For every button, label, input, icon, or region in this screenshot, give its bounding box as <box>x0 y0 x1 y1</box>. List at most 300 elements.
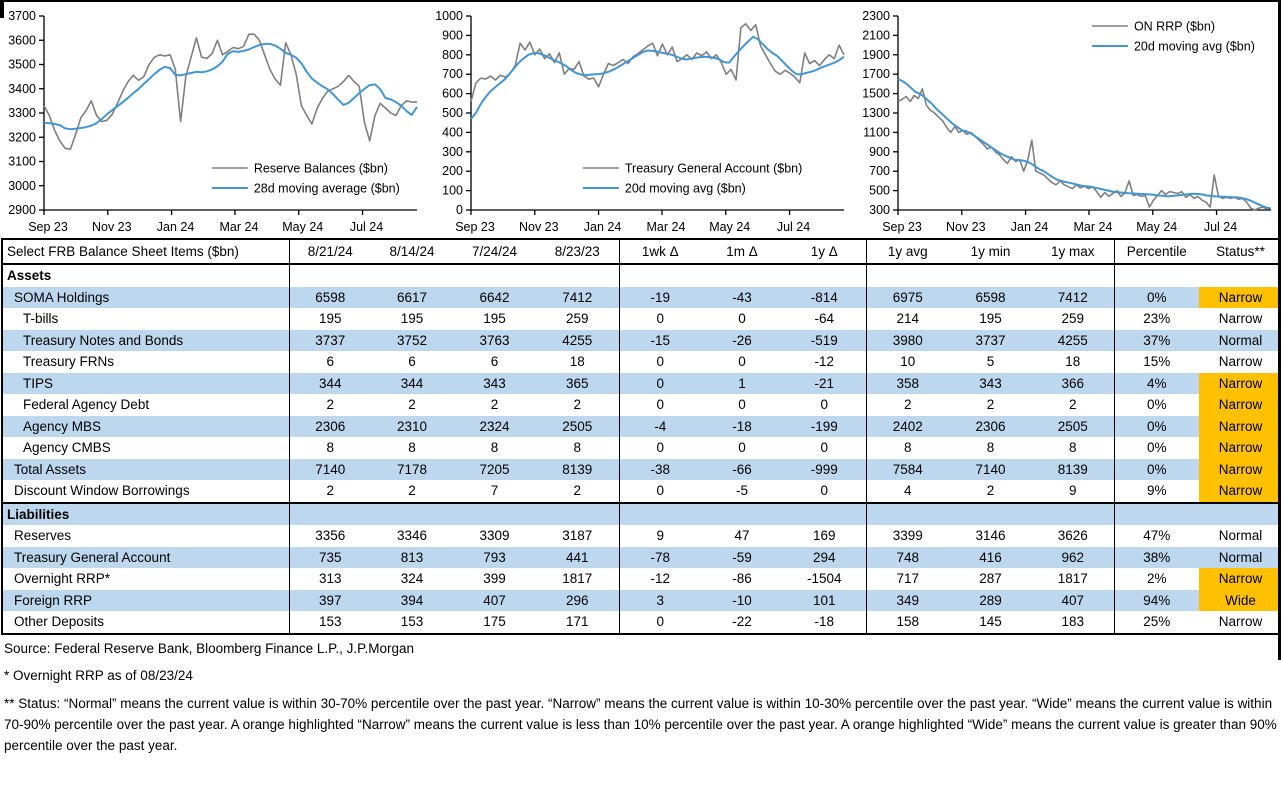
svg-text:May 24: May 24 <box>282 220 324 234</box>
value-cell: -64 <box>814 311 834 327</box>
value-cell: 407 <box>1061 592 1085 608</box>
row-label: Other Deposits <box>14 614 105 630</box>
value-cell: 153 <box>289 611 371 634</box>
value-cell: 259 <box>565 311 589 327</box>
value-cell: 9 <box>1068 483 1077 499</box>
percentile-cell: 0% <box>1114 459 1199 481</box>
svg-text:Jan 24: Jan 24 <box>156 220 195 234</box>
empty-cell <box>453 264 536 287</box>
table-row <box>2 308 1281 330</box>
value-cell: 2306 <box>289 416 371 438</box>
value-cell: 717 <box>866 568 949 590</box>
empty-cell <box>701 264 783 287</box>
svg-text:900: 900 <box>869 144 890 159</box>
value-cell: 4 <box>866 480 949 503</box>
svg-text:Nov 23: Nov 23 <box>518 220 559 234</box>
value-cell: 358 <box>866 373 949 395</box>
value-cell: 2 <box>1068 397 1077 413</box>
row-label: Total Assets <box>14 461 87 477</box>
empty-cell <box>289 503 371 526</box>
percentile-cell: 4% <box>1114 373 1199 395</box>
value-cell: 3309 <box>479 528 510 544</box>
row-label: Federal Agency Debt <box>23 397 150 413</box>
value-cell: 10 <box>866 351 949 373</box>
value-cell: 3737 <box>975 332 1006 348</box>
row-label: Treasury FRNs <box>23 354 115 370</box>
percentile-cell: 25% <box>1114 611 1199 634</box>
value-cell: 195 <box>979 311 1002 327</box>
status-definition-note: ** Status: “Normal” means the current value is within 30-70% percentile over the past year. “Narrow” means the current value is within 10-30% percentile over the past year. “Wide” means the current value is within 70-90% percentile over the past year. A orange highlighted “Narrow” means the current value is less than 10% percentile over the past year. A orange highlighted “Wide” means the current value is greater than 90% percentile over the past year. <box>4 695 1277 753</box>
empty-cell <box>453 503 536 526</box>
empty-cell <box>1114 264 1199 287</box>
value-cell: 407 <box>483 592 506 608</box>
row-label: Discount Window Borrowings <box>14 483 190 499</box>
value-cell: 399 <box>483 571 506 587</box>
value-cell: 2 <box>986 483 995 499</box>
svg-text:Mar 24: Mar 24 <box>1073 220 1113 234</box>
svg-text:Reserve Balances ($bn): Reserve Balances ($bn) <box>253 161 388 176</box>
value-cell: 3752 <box>396 332 428 348</box>
value-cell: 3399 <box>866 525 949 547</box>
row-label: Agency MBS <box>23 418 102 434</box>
value-cell: 2 <box>408 397 416 413</box>
col-header-date4: 8/23/23 <box>536 239 619 264</box>
percentile-cell: 37% <box>1114 330 1199 352</box>
value-cell: 289 <box>979 592 1002 608</box>
col-header-percentile: Percentile <box>1114 239 1199 264</box>
empty-cell <box>536 264 619 287</box>
empty-cell <box>1114 503 1199 526</box>
value-cell: 3 <box>619 590 701 612</box>
svg-text:Treasury General Account ($bn): Treasury General Account ($bn) <box>624 161 803 176</box>
value-cell: 287 <box>979 571 1002 587</box>
value-cell: 0 <box>619 480 701 503</box>
value-cell: 7205 <box>479 461 510 477</box>
value-cell: 2 <box>573 397 581 413</box>
percentile-cell: 2% <box>1114 568 1199 590</box>
status-cell: Narrow <box>1199 373 1281 395</box>
value-cell: 6617 <box>396 289 428 305</box>
svg-text:600: 600 <box>442 86 463 101</box>
section-row <box>2 264 1281 287</box>
table-row <box>2 330 1281 352</box>
balance-sheet-table <box>1 238 1281 635</box>
value-cell: 1817 <box>562 571 593 587</box>
value-cell: 343 <box>979 375 1002 391</box>
status-cell: Narrow <box>1199 568 1281 590</box>
status-cell: Normal <box>1218 528 1263 544</box>
svg-text:Mar 24: Mar 24 <box>646 220 686 234</box>
value-cell: 4255 <box>562 332 593 348</box>
svg-text:Jan 24: Jan 24 <box>1010 220 1049 234</box>
value-cell: -26 <box>732 332 752 348</box>
value-cell: 259 <box>1061 311 1085 327</box>
svg-text:Jul 24: Jul 24 <box>776 220 811 234</box>
value-cell: -18 <box>814 614 834 630</box>
table-row <box>2 611 1281 634</box>
empty-cell <box>866 503 949 526</box>
svg-text:3000: 3000 <box>8 178 36 193</box>
value-cell: 3626 <box>1057 528 1088 544</box>
value-cell: 3356 <box>289 525 371 547</box>
col-header-date1: 8/21/24 <box>289 239 371 264</box>
charts-row <box>0 0 1281 236</box>
value-cell: -814 <box>810 289 838 305</box>
value-cell: 7 <box>490 483 499 499</box>
table-title: Select FRB Balance Sheet Items ($bn) <box>2 239 289 264</box>
source-note: Source: Federal Reserve Bank, Bloomberg Finance L.P., J.P.Morgan <box>4 640 414 656</box>
value-cell: 6598 <box>289 287 371 309</box>
table-row <box>2 525 1281 547</box>
svg-text:Nov 23: Nov 23 <box>945 220 986 234</box>
svg-text:3100: 3100 <box>8 154 36 169</box>
svg-text:800: 800 <box>442 47 463 62</box>
value-cell: -38 <box>619 459 701 481</box>
value-cell: 2505 <box>1057 418 1088 434</box>
col-header-status: Status** <box>1199 239 1281 264</box>
value-cell: 6 <box>408 354 416 370</box>
value-cell: 195 <box>483 311 506 327</box>
value-cell: -5 <box>735 483 748 499</box>
svg-text:500: 500 <box>442 106 463 120</box>
svg-text:Jul 24: Jul 24 <box>349 220 384 234</box>
svg-text:2900: 2900 <box>8 203 36 217</box>
value-cell: 47 <box>734 528 750 544</box>
value-cell: 18 <box>569 354 585 370</box>
value-cell: 365 <box>565 375 589 391</box>
value-cell: -1504 <box>806 571 842 587</box>
empty-cell <box>949 264 1032 287</box>
value-cell: 8139 <box>1057 461 1088 477</box>
svg-text:3600: 3600 <box>8 33 36 48</box>
value-cell: 0 <box>619 308 701 330</box>
value-cell: 6598 <box>975 289 1006 305</box>
percentile-cell: 38% <box>1114 547 1199 569</box>
value-cell: 1 <box>738 375 746 391</box>
value-cell: 0 <box>820 397 828 413</box>
svg-text:May 24: May 24 <box>709 220 751 234</box>
svg-text:1100: 1100 <box>863 125 890 140</box>
value-cell: 8139 <box>562 461 593 477</box>
svg-text:3200: 3200 <box>8 130 36 145</box>
value-cell: 296 <box>565 592 589 608</box>
value-cell: -66 <box>732 461 752 477</box>
empty-cell <box>619 264 701 287</box>
value-cell: 3737 <box>289 330 371 352</box>
value-cell: 0 <box>738 311 746 327</box>
value-cell: 349 <box>866 590 949 612</box>
svg-text:Nov 23: Nov 23 <box>91 220 132 234</box>
value-cell: 8 <box>490 440 499 456</box>
svg-text:Jan 24: Jan 24 <box>583 220 622 234</box>
chart-reserve-balances-svg <box>0 6 427 236</box>
value-cell: 18 <box>1065 354 1081 370</box>
value-cell: 813 <box>400 549 424 565</box>
value-cell: 2 <box>408 483 416 499</box>
empty-cell <box>1032 264 1114 287</box>
svg-text:1500: 1500 <box>862 86 890 101</box>
status-cell: Normal <box>1218 332 1263 348</box>
value-cell: 0 <box>619 437 701 459</box>
value-cell: 2 <box>289 394 371 416</box>
value-cell: 3980 <box>866 330 949 352</box>
svg-text:0: 0 <box>456 203 463 217</box>
value-cell: -22 <box>732 614 752 630</box>
row-label: SOMA Holdings <box>14 289 110 305</box>
value-cell: 3763 <box>479 332 510 348</box>
value-cell: -86 <box>732 571 752 587</box>
value-cell: 9 <box>619 525 701 547</box>
value-cell: -12 <box>814 354 834 370</box>
value-cell: -19 <box>619 287 701 309</box>
value-cell: 169 <box>812 528 836 544</box>
value-cell: 2 <box>866 394 949 416</box>
percentile-cell: 0% <box>1114 394 1199 416</box>
value-cell: 171 <box>565 614 589 630</box>
value-cell: 101 <box>812 592 836 608</box>
value-cell: 8 <box>289 437 371 459</box>
svg-text:Sep 23: Sep 23 <box>455 220 495 234</box>
status-cell: Normal <box>1218 549 1263 565</box>
empty-cell <box>1199 503 1281 526</box>
value-cell: 175 <box>483 614 506 630</box>
value-cell: 6642 <box>479 289 510 305</box>
value-cell: -4 <box>619 416 701 438</box>
svg-text:3500: 3500 <box>8 57 36 72</box>
value-cell: 313 <box>289 568 371 590</box>
value-cell: 2 <box>986 397 995 413</box>
row-label: Liabilities <box>7 506 70 522</box>
value-cell: 748 <box>866 547 949 569</box>
row-label: T-bills <box>23 311 59 327</box>
svg-text:3700: 3700 <box>8 9 36 23</box>
value-cell: 2402 <box>866 416 949 438</box>
percentile-cell: 23% <box>1114 308 1199 330</box>
value-cell: 735 <box>289 547 371 569</box>
value-cell: 195 <box>289 308 371 330</box>
svg-text:700: 700 <box>869 164 890 179</box>
value-cell: 441 <box>565 549 589 565</box>
col-header-1m-delta: 1m Δ <box>701 239 783 264</box>
table-row <box>2 437 1281 459</box>
value-cell: 366 <box>1061 375 1085 391</box>
status-cell: Narrow <box>1218 311 1263 327</box>
value-cell: 0 <box>738 440 746 456</box>
svg-text:1700: 1700 <box>862 67 890 82</box>
value-cell: 158 <box>866 611 949 634</box>
value-cell: 6 <box>289 351 371 373</box>
value-cell: 394 <box>400 592 424 608</box>
svg-text:20d moving avg ($bn): 20d moving avg ($bn) <box>624 181 746 196</box>
value-cell: 7584 <box>866 459 949 481</box>
status-cell: Wide <box>1199 590 1281 612</box>
section-row <box>2 503 1281 526</box>
empty-cell <box>1199 264 1281 287</box>
svg-text:900: 900 <box>442 28 463 43</box>
svg-text:400: 400 <box>442 125 463 140</box>
status-cell: Narrow <box>1199 480 1281 503</box>
svg-text:1900: 1900 <box>862 47 890 62</box>
value-cell: 2 <box>490 397 499 413</box>
value-cell: -199 <box>810 418 838 434</box>
value-cell: 1817 <box>1057 571 1088 587</box>
value-cell: 7178 <box>396 461 428 477</box>
value-cell: -12 <box>619 568 701 590</box>
table-row <box>2 394 1281 416</box>
empty-cell <box>783 503 866 526</box>
row-label: Treasury General Account <box>14 549 171 565</box>
svg-text:1000: 1000 <box>435 9 463 23</box>
svg-text:28d moving average ($bn): 28d moving average ($bn) <box>253 181 400 196</box>
percentile-cell: 9% <box>1114 480 1199 503</box>
svg-text:3400: 3400 <box>8 81 36 96</box>
table-row <box>2 590 1281 612</box>
value-cell: 7140 <box>975 461 1006 477</box>
value-cell: 3187 <box>562 528 593 544</box>
value-cell: -21 <box>814 375 834 391</box>
svg-text:20d moving avg ($bn): 20d moving avg ($bn) <box>1133 39 1255 54</box>
footnotes <box>0 635 1281 756</box>
chart-on-rrp-svg <box>854 6 1281 236</box>
table-row <box>2 459 1281 481</box>
svg-text:300: 300 <box>869 203 890 217</box>
value-cell: 8 <box>1068 440 1077 456</box>
empty-cell <box>701 503 783 526</box>
value-cell: 2 <box>289 480 371 503</box>
svg-text:200: 200 <box>442 164 463 179</box>
svg-text:2100: 2100 <box>862 28 890 43</box>
table-row <box>2 416 1281 438</box>
slide-border-left <box>0 0 4 18</box>
table-row <box>2 287 1281 309</box>
svg-text:100: 100 <box>442 183 463 198</box>
value-cell: -519 <box>810 332 838 348</box>
percentile-cell: 0% <box>1114 287 1199 309</box>
col-header-1y-max: 1y max <box>1032 239 1114 264</box>
value-cell: -999 <box>810 461 838 477</box>
value-cell: 153 <box>400 614 424 630</box>
col-header-1y-delta: 1y Δ <box>783 239 866 264</box>
value-cell: 5 <box>986 354 995 370</box>
value-cell: 0 <box>619 394 701 416</box>
row-label: Foreign RRP <box>14 592 93 608</box>
svg-text:300: 300 <box>442 144 463 159</box>
slide-border-top <box>0 0 1281 2</box>
value-cell: 8 <box>573 440 581 456</box>
row-label: Assets <box>7 268 52 284</box>
svg-text:1300: 1300 <box>862 106 890 120</box>
value-cell: 324 <box>400 571 424 587</box>
value-cell: 214 <box>866 308 949 330</box>
percentile-cell: 47% <box>1114 525 1199 547</box>
value-cell: -15 <box>619 330 701 352</box>
status-cell: Narrow <box>1199 416 1281 438</box>
table-row <box>2 547 1281 569</box>
table-row <box>2 351 1281 373</box>
value-cell: 6 <box>490 354 499 370</box>
empty-cell <box>371 264 453 287</box>
row-label: Overnight RRP* <box>14 571 111 587</box>
value-cell: 145 <box>979 614 1002 630</box>
chart-treasury-general-account <box>427 6 854 236</box>
chart-reserve-balances <box>0 6 427 236</box>
value-cell: 195 <box>400 311 424 327</box>
value-cell: 793 <box>483 549 506 565</box>
value-cell: 0 <box>738 354 746 370</box>
svg-text:May 24: May 24 <box>1136 220 1178 234</box>
row-label: TIPS <box>23 375 54 391</box>
value-cell: -18 <box>732 418 752 434</box>
value-cell: 294 <box>812 549 836 565</box>
percentile-cell: 0% <box>1114 437 1199 459</box>
empty-cell <box>783 264 866 287</box>
col-header-date3: 7/24/24 <box>453 239 536 264</box>
value-cell: 344 <box>289 373 371 395</box>
overnight-rrp-note: * Overnight RRP as of 08/23/24 <box>4 667 193 683</box>
col-header-1y-min: 1y min <box>949 239 1032 264</box>
table-header-row <box>2 239 1281 264</box>
value-cell: 0 <box>619 373 701 395</box>
svg-text:Sep 23: Sep 23 <box>28 220 68 234</box>
chart-treasury-general-account-svg <box>427 6 854 236</box>
value-cell: 2306 <box>975 418 1006 434</box>
table-row <box>2 373 1281 395</box>
col-header-1y-avg: 1y avg <box>866 239 949 264</box>
value-cell: -10 <box>732 592 752 608</box>
col-header-date2: 8/14/24 <box>371 239 453 264</box>
percentile-cell: 94% <box>1114 590 1199 612</box>
value-cell: -78 <box>619 547 701 569</box>
status-cell: Narrow <box>1218 614 1263 630</box>
empty-cell <box>1032 503 1114 526</box>
empty-cell <box>866 264 949 287</box>
value-cell: 4255 <box>1057 332 1088 348</box>
status-cell: Narrow <box>1199 287 1281 309</box>
row-label: Agency CMBS <box>23 440 111 456</box>
value-cell: 8 <box>986 440 995 456</box>
svg-text:Mar 24: Mar 24 <box>219 220 259 234</box>
empty-cell <box>536 503 619 526</box>
table-body <box>2 264 1281 634</box>
status-cell: Narrow <box>1199 394 1281 416</box>
status-cell: Narrow <box>1199 459 1281 481</box>
svg-text:500: 500 <box>869 183 890 198</box>
value-cell: 416 <box>979 549 1002 565</box>
value-cell: 0 <box>820 483 828 499</box>
value-cell: 0 <box>738 397 746 413</box>
value-cell: 343 <box>483 375 506 391</box>
value-cell: 2505 <box>562 418 593 434</box>
value-cell: 2 <box>573 483 581 499</box>
col-header-1wk-delta: 1wk Δ <box>619 239 701 264</box>
svg-text:Jul 24: Jul 24 <box>1203 220 1238 234</box>
value-cell: 3346 <box>396 528 428 544</box>
value-cell: 6975 <box>866 287 949 309</box>
svg-text:700: 700 <box>442 67 463 82</box>
value-cell: 183 <box>1061 614 1085 630</box>
value-cell: 962 <box>1061 549 1085 565</box>
svg-text:2300: 2300 <box>862 9 890 23</box>
empty-cell <box>371 503 453 526</box>
value-cell: 7140 <box>289 459 371 481</box>
value-cell: 0 <box>619 351 701 373</box>
value-cell: 8 <box>408 440 416 456</box>
svg-text:ON RRP ($bn): ON RRP ($bn) <box>1133 19 1216 34</box>
svg-text:Sep 23: Sep 23 <box>882 220 922 234</box>
status-cell: Narrow <box>1218 354 1263 370</box>
table-row <box>2 480 1281 503</box>
value-cell: -43 <box>732 289 752 305</box>
